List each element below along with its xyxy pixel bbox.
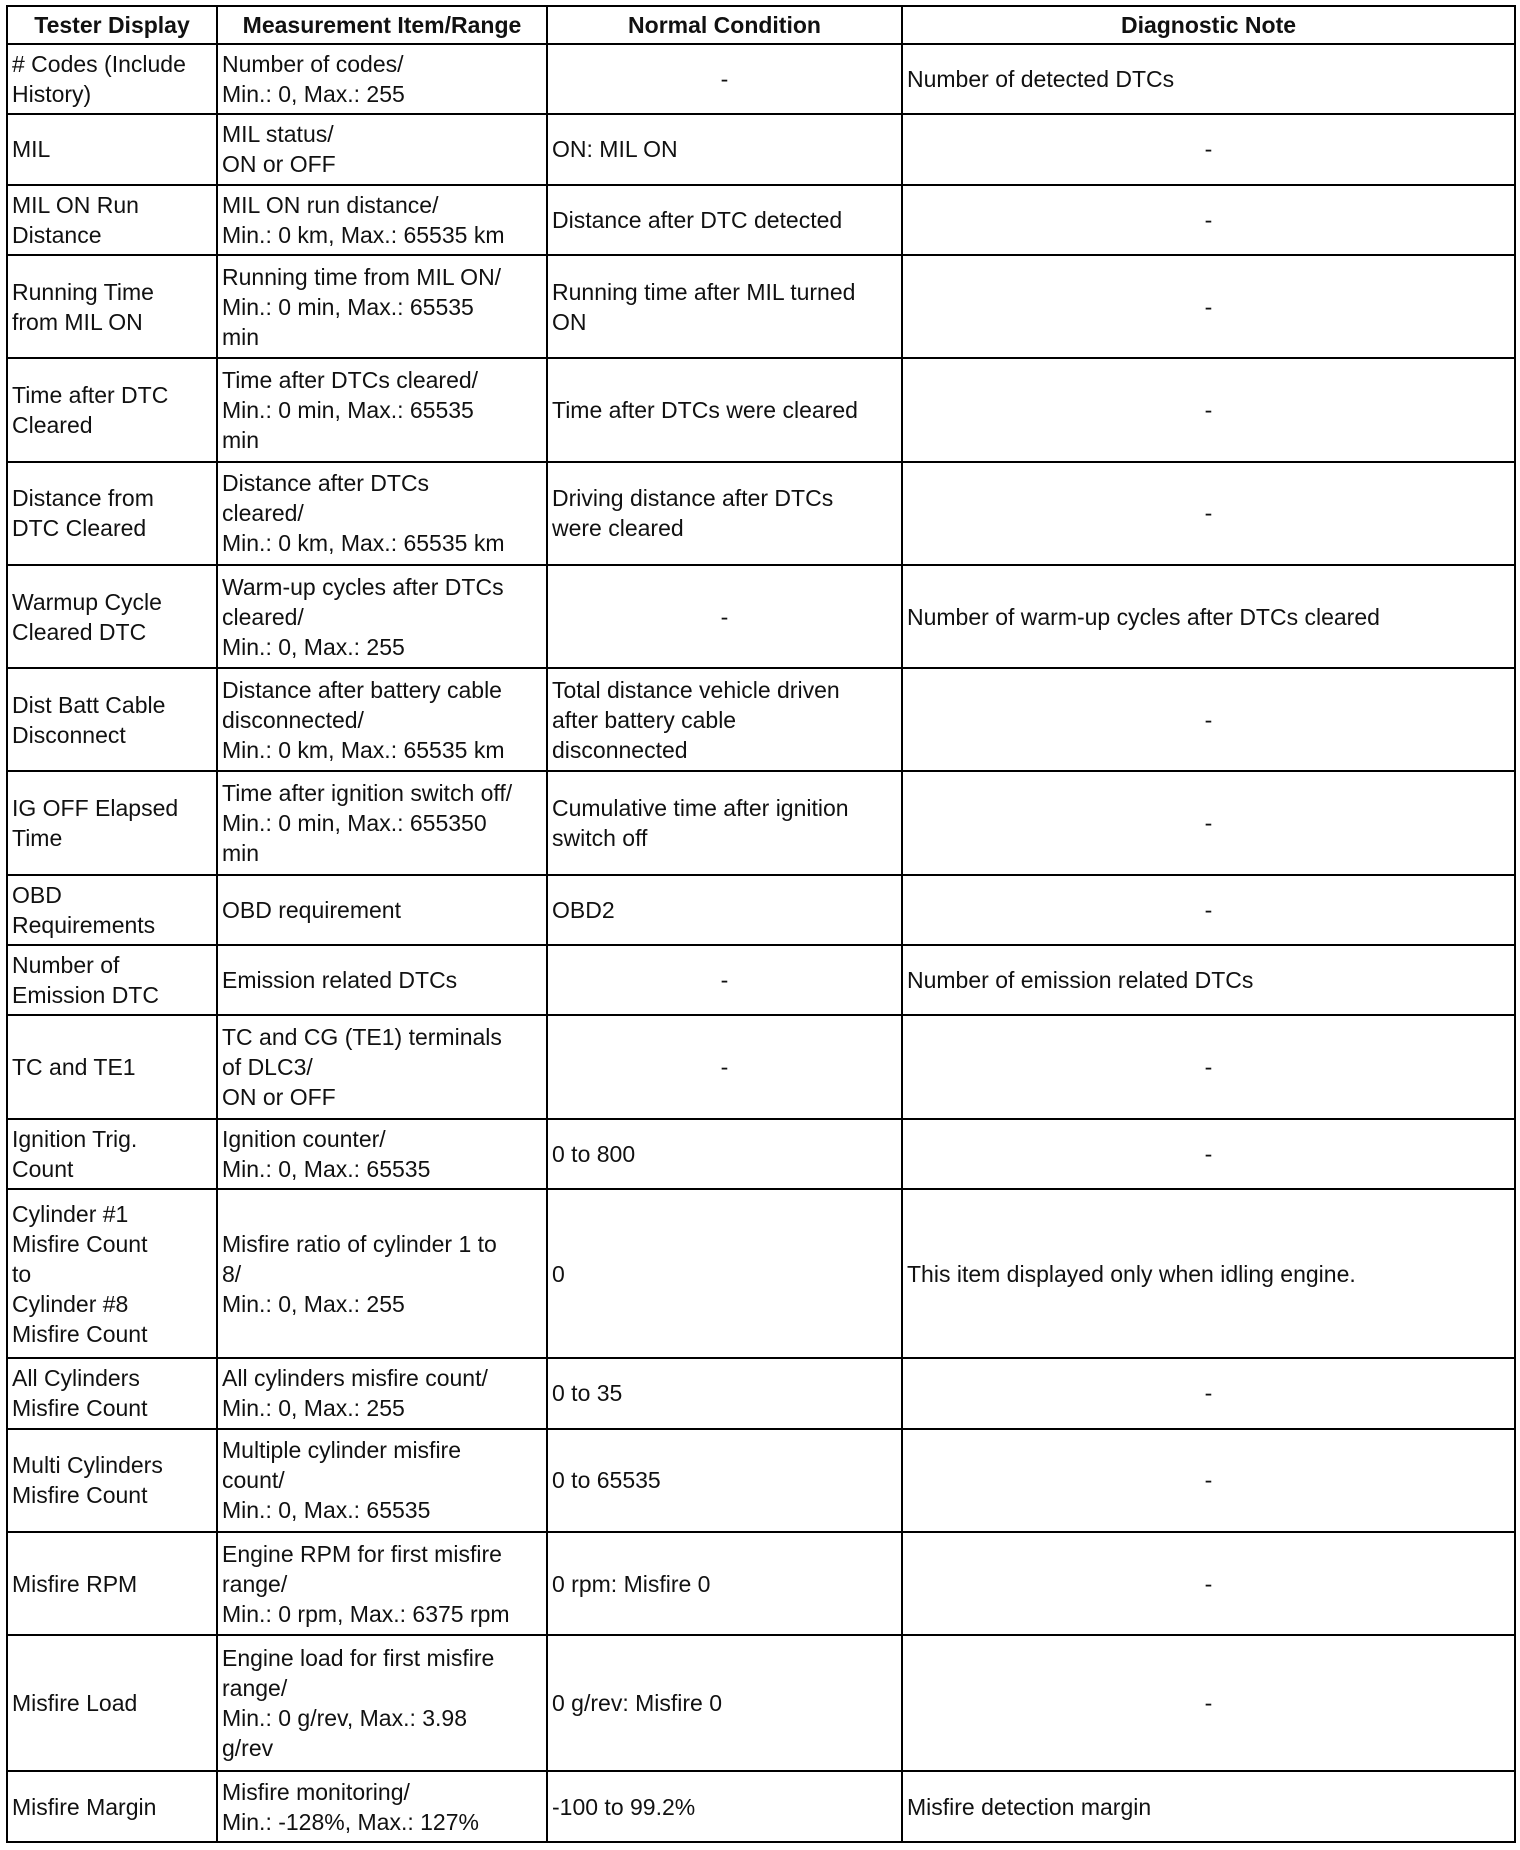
- cell-diagnostic-note: Number of emission related DTCs: [902, 945, 1515, 1015]
- cell-tester-display: IG OFF Elapsed Time: [7, 771, 217, 874]
- cell-normal-condition: 0 to 35: [547, 1358, 902, 1428]
- table-row: [7, 668, 1515, 771]
- cell-normal-condition: 0 to 65535: [547, 1429, 902, 1532]
- table-row: [7, 255, 1515, 358]
- cell-measurement-item: Warm-up cycles after DTCs cleared/ Min.: 0, Max.: 255: [217, 565, 547, 668]
- cell-measurement-item: TC and CG (TE1) terminals of DLC3/ ON or OFF: [217, 1015, 547, 1118]
- table-row: [7, 185, 1515, 255]
- header-measurement-item: Measurement Item/Range: [217, 6, 547, 44]
- cell-normal-condition: Total distance vehicle driven after battery cable disconnected: [547, 668, 902, 771]
- cell-tester-display: MIL ON Run Distance: [7, 185, 217, 255]
- cell-normal-condition: ON: MIL ON: [547, 114, 902, 184]
- table-row: [7, 1358, 1515, 1428]
- table-row: [7, 1189, 1515, 1358]
- cell-tester-display: OBD Requirements: [7, 875, 217, 945]
- cell-measurement-item: Distance after DTCs cleared/ Min.: 0 km, Max.: 65535 km: [217, 462, 547, 565]
- cell-tester-display: Warmup Cycle Cleared DTC: [7, 565, 217, 668]
- header-normal-condition: Normal Condition: [547, 6, 902, 44]
- cell-normal-condition: 0 rpm: Misfire 0: [547, 1532, 902, 1635]
- cell-normal-condition: 0 g/rev: Misfire 0: [547, 1635, 902, 1771]
- cell-measurement-item: OBD requirement: [217, 875, 547, 945]
- cell-normal-condition: -: [547, 565, 902, 668]
- cell-normal-condition: -: [547, 945, 902, 1015]
- cell-diagnostic-note: -: [902, 462, 1515, 565]
- table-body: [7, 44, 1515, 1842]
- cell-tester-display: MIL: [7, 114, 217, 184]
- cell-diagnostic-note: Number of detected DTCs: [902, 44, 1515, 114]
- cell-normal-condition: -: [547, 1015, 902, 1118]
- table-row: [7, 565, 1515, 668]
- table-row: [7, 1015, 1515, 1118]
- cell-measurement-item: MIL ON run distance/ Min.: 0 km, Max.: 65535 km: [217, 185, 547, 255]
- cell-diagnostic-note: -: [902, 875, 1515, 945]
- cell-normal-condition: 0 to 800: [547, 1119, 902, 1189]
- cell-normal-condition: Time after DTCs were cleared: [547, 358, 902, 461]
- cell-tester-display: Multi Cylinders Misfire Count: [7, 1429, 217, 1532]
- table-header: [7, 6, 1515, 44]
- cell-tester-display: Misfire RPM: [7, 1532, 217, 1635]
- cell-tester-display: Dist Batt Cable Disconnect: [7, 668, 217, 771]
- header-tester-display: Tester Display: [7, 6, 217, 44]
- cell-tester-display: Time after DTC Cleared: [7, 358, 217, 461]
- cell-diagnostic-note: -: [902, 1429, 1515, 1532]
- cell-measurement-item: Misfire ratio of cylinder 1 to 8/ Min.: 0, Max.: 255: [217, 1189, 547, 1358]
- cell-tester-display: All Cylinders Misfire Count: [7, 1358, 217, 1428]
- table-row: [7, 1532, 1515, 1635]
- cell-normal-condition: -: [547, 44, 902, 114]
- cell-measurement-item: Multiple cylinder misfire count/ Min.: 0, Max.: 65535: [217, 1429, 547, 1532]
- header-row: [7, 6, 1515, 44]
- cell-diagnostic-note: -: [902, 1532, 1515, 1635]
- cell-tester-display: Number of Emission DTC: [7, 945, 217, 1015]
- cell-measurement-item: Misfire monitoring/ Min.: -128%, Max.: 127%: [217, 1771, 547, 1842]
- cell-measurement-item: Time after ignition switch off/ Min.: 0 min, Max.: 655350 min: [217, 771, 547, 874]
- table-row: [7, 771, 1515, 874]
- cell-measurement-item: All cylinders misfire count/ Min.: 0, Max.: 255: [217, 1358, 547, 1428]
- header-diagnostic-note: Diagnostic Note: [902, 6, 1515, 44]
- table-row: [7, 875, 1515, 945]
- cell-normal-condition: OBD2: [547, 875, 902, 945]
- cell-normal-condition: Running time after MIL turned ON: [547, 255, 902, 358]
- cell-diagnostic-note: -: [902, 358, 1515, 461]
- table-row: [7, 1429, 1515, 1532]
- cell-normal-condition: -100 to 99.2%: [547, 1771, 902, 1842]
- cell-diagnostic-note: -: [902, 114, 1515, 184]
- cell-diagnostic-note: -: [902, 1358, 1515, 1428]
- table-row: [7, 1635, 1515, 1771]
- cell-normal-condition: Driving distance after DTCs were cleared: [547, 462, 902, 565]
- cell-diagnostic-note: -: [902, 185, 1515, 255]
- cell-measurement-item: Emission related DTCs: [217, 945, 547, 1015]
- cell-diagnostic-note: -: [902, 255, 1515, 358]
- cell-tester-display: Misfire Margin: [7, 1771, 217, 1842]
- cell-tester-display: TC and TE1: [7, 1015, 217, 1118]
- cell-diagnostic-note: Misfire detection margin: [902, 1771, 1515, 1842]
- cell-normal-condition: Distance after DTC detected: [547, 185, 902, 255]
- cell-diagnostic-note: Number of warm-up cycles after DTCs cleared: [902, 565, 1515, 668]
- cell-diagnostic-note: -: [902, 771, 1515, 874]
- cell-tester-display: Ignition Trig. Count: [7, 1119, 217, 1189]
- cell-diagnostic-note: -: [902, 668, 1515, 771]
- cell-measurement-item: Time after DTCs cleared/ Min.: 0 min, Max.: 65535 min: [217, 358, 547, 461]
- cell-measurement-item: Engine RPM for first misfire range/ Min.: 0 rpm, Max.: 6375 rpm: [217, 1532, 547, 1635]
- cell-diagnostic-note: -: [902, 1015, 1515, 1118]
- cell-tester-display: Distance from DTC Cleared: [7, 462, 217, 565]
- table-row: [7, 1771, 1515, 1842]
- cell-tester-display: Misfire Load: [7, 1635, 217, 1771]
- cell-measurement-item: Number of codes/ Min.: 0, Max.: 255: [217, 44, 547, 114]
- table-row: [7, 945, 1515, 1015]
- cell-measurement-item: Running time from MIL ON/ Min.: 0 min, Max.: 65535 min: [217, 255, 547, 358]
- cell-measurement-item: MIL status/ ON or OFF: [217, 114, 547, 184]
- cell-measurement-item: Engine load for first misfire range/ Min.: 0 g/rev, Max.: 3.98 g/rev: [217, 1635, 547, 1771]
- cell-measurement-item: Ignition counter/ Min.: 0, Max.: 65535: [217, 1119, 547, 1189]
- cell-tester-display: Running Time from MIL ON: [7, 255, 217, 358]
- table-row: [7, 1119, 1515, 1189]
- table-row: [7, 44, 1515, 114]
- cell-tester-display: Cylinder #1 Misfire Count to Cylinder #8 Misfire Count: [7, 1189, 217, 1358]
- cell-diagnostic-note: This item displayed only when idling engine.: [902, 1189, 1515, 1358]
- cell-normal-condition: 0: [547, 1189, 902, 1358]
- data-list-table: [6, 5, 1516, 1843]
- cell-diagnostic-note: -: [902, 1119, 1515, 1189]
- cell-normal-condition: Cumulative time after ignition switch off: [547, 771, 902, 874]
- cell-diagnostic-note: -: [902, 1635, 1515, 1771]
- cell-measurement-item: Distance after battery cable disconnected/ Min.: 0 km, Max.: 65535 km: [217, 668, 547, 771]
- table-row: [7, 358, 1515, 461]
- table-row: [7, 114, 1515, 184]
- table-row: [7, 462, 1515, 565]
- cell-tester-display: # Codes (Include History): [7, 44, 217, 114]
